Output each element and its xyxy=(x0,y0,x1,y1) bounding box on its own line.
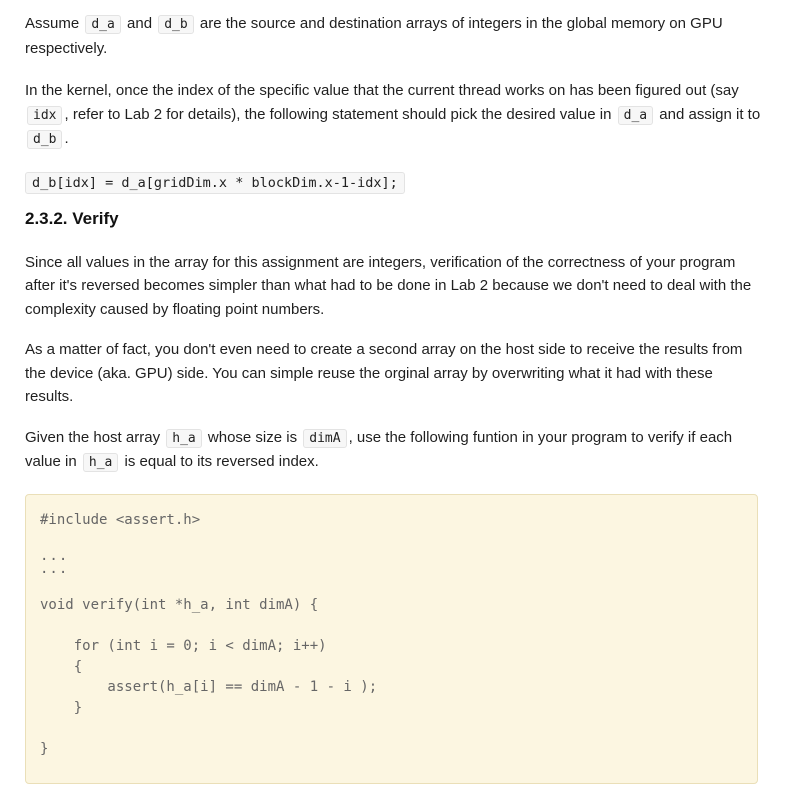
kernel-paragraph xyxy=(25,79,765,152)
inline-code-dima: dimA xyxy=(303,429,346,448)
inline-code-h-a: h_a xyxy=(166,429,201,448)
code-line-blank xyxy=(40,575,743,596)
intro-paragraph xyxy=(25,12,765,60)
text: and xyxy=(127,15,153,32)
code-line-assert: assert(h_a[i] == dimA - 1 - i ); xyxy=(40,679,378,695)
text: , refer to Lab 2 for details), the following statement should pick the desired value in xyxy=(64,105,612,123)
section-heading: 2.3.2. Verify xyxy=(25,208,119,228)
text: In the kernel, once the index of the specific value that the current thread works on has been figured out (say xyxy=(25,82,739,99)
inline-code-idx: idx xyxy=(27,106,62,125)
code-line-close-brace: } xyxy=(40,699,83,716)
code-line-blank xyxy=(40,718,743,739)
code-line-open-brace: { xyxy=(40,658,83,675)
kernel-statement-code: d_b[idx] = d_a[gridDim.x * blockDim.x-1-idx]; xyxy=(25,172,405,194)
text: Assume xyxy=(25,15,80,32)
text: . xyxy=(64,130,69,147)
code-line-final-brace: } xyxy=(40,740,49,757)
verify-paragraph-2: As a matter of fact, you don't even need to create a second array on the host side to receive the results from the device (aka. GPU) side. You can simple reuse the orginal array by overwriting what it had with these results. xyxy=(25,341,743,405)
code-line-include: #include <assert.h> xyxy=(40,511,201,528)
text: are the source and destination arrays of integers in the global memory on GPU respectively. xyxy=(25,15,723,57)
verify-paragraph-1: Since all values in the array for this assignment are integers, verification of the correctness of your program after it's reversed becomes simpler than what had to be done in Lab 2 because we don't need to deal with the complexity caused by floating point numbers. xyxy=(25,253,752,318)
inline-code-d-b: d_b xyxy=(158,15,193,34)
inline-code-d-b: d_b xyxy=(27,130,62,149)
text: whose size is xyxy=(207,428,298,446)
statement-wrapper xyxy=(25,172,765,208)
document-content xyxy=(25,12,765,784)
code-line-ellipsis: ... xyxy=(40,560,69,577)
code-line-ellipsis: ... xyxy=(40,547,69,564)
verify-paragraph-3 xyxy=(25,426,765,475)
code-line-blank xyxy=(40,530,743,551)
text: Given the host array xyxy=(25,428,161,446)
code-line-for: for (int i = 0; i < dimA; i++) xyxy=(40,638,327,654)
code-line-signature: void verify(int *h_a, int dimA) { xyxy=(40,597,319,613)
text: is equal to its reversed index. xyxy=(124,453,319,470)
code-line-blank xyxy=(40,616,743,637)
text: and assign it to xyxy=(659,105,761,123)
code-block xyxy=(25,494,758,784)
inline-code-h-a: h_a xyxy=(83,453,118,472)
inline-code-d-a: d_a xyxy=(85,15,120,34)
text: , use the following funtion in your program to verify if each value in xyxy=(25,428,733,470)
inline-code-d-a: d_a xyxy=(618,106,653,125)
